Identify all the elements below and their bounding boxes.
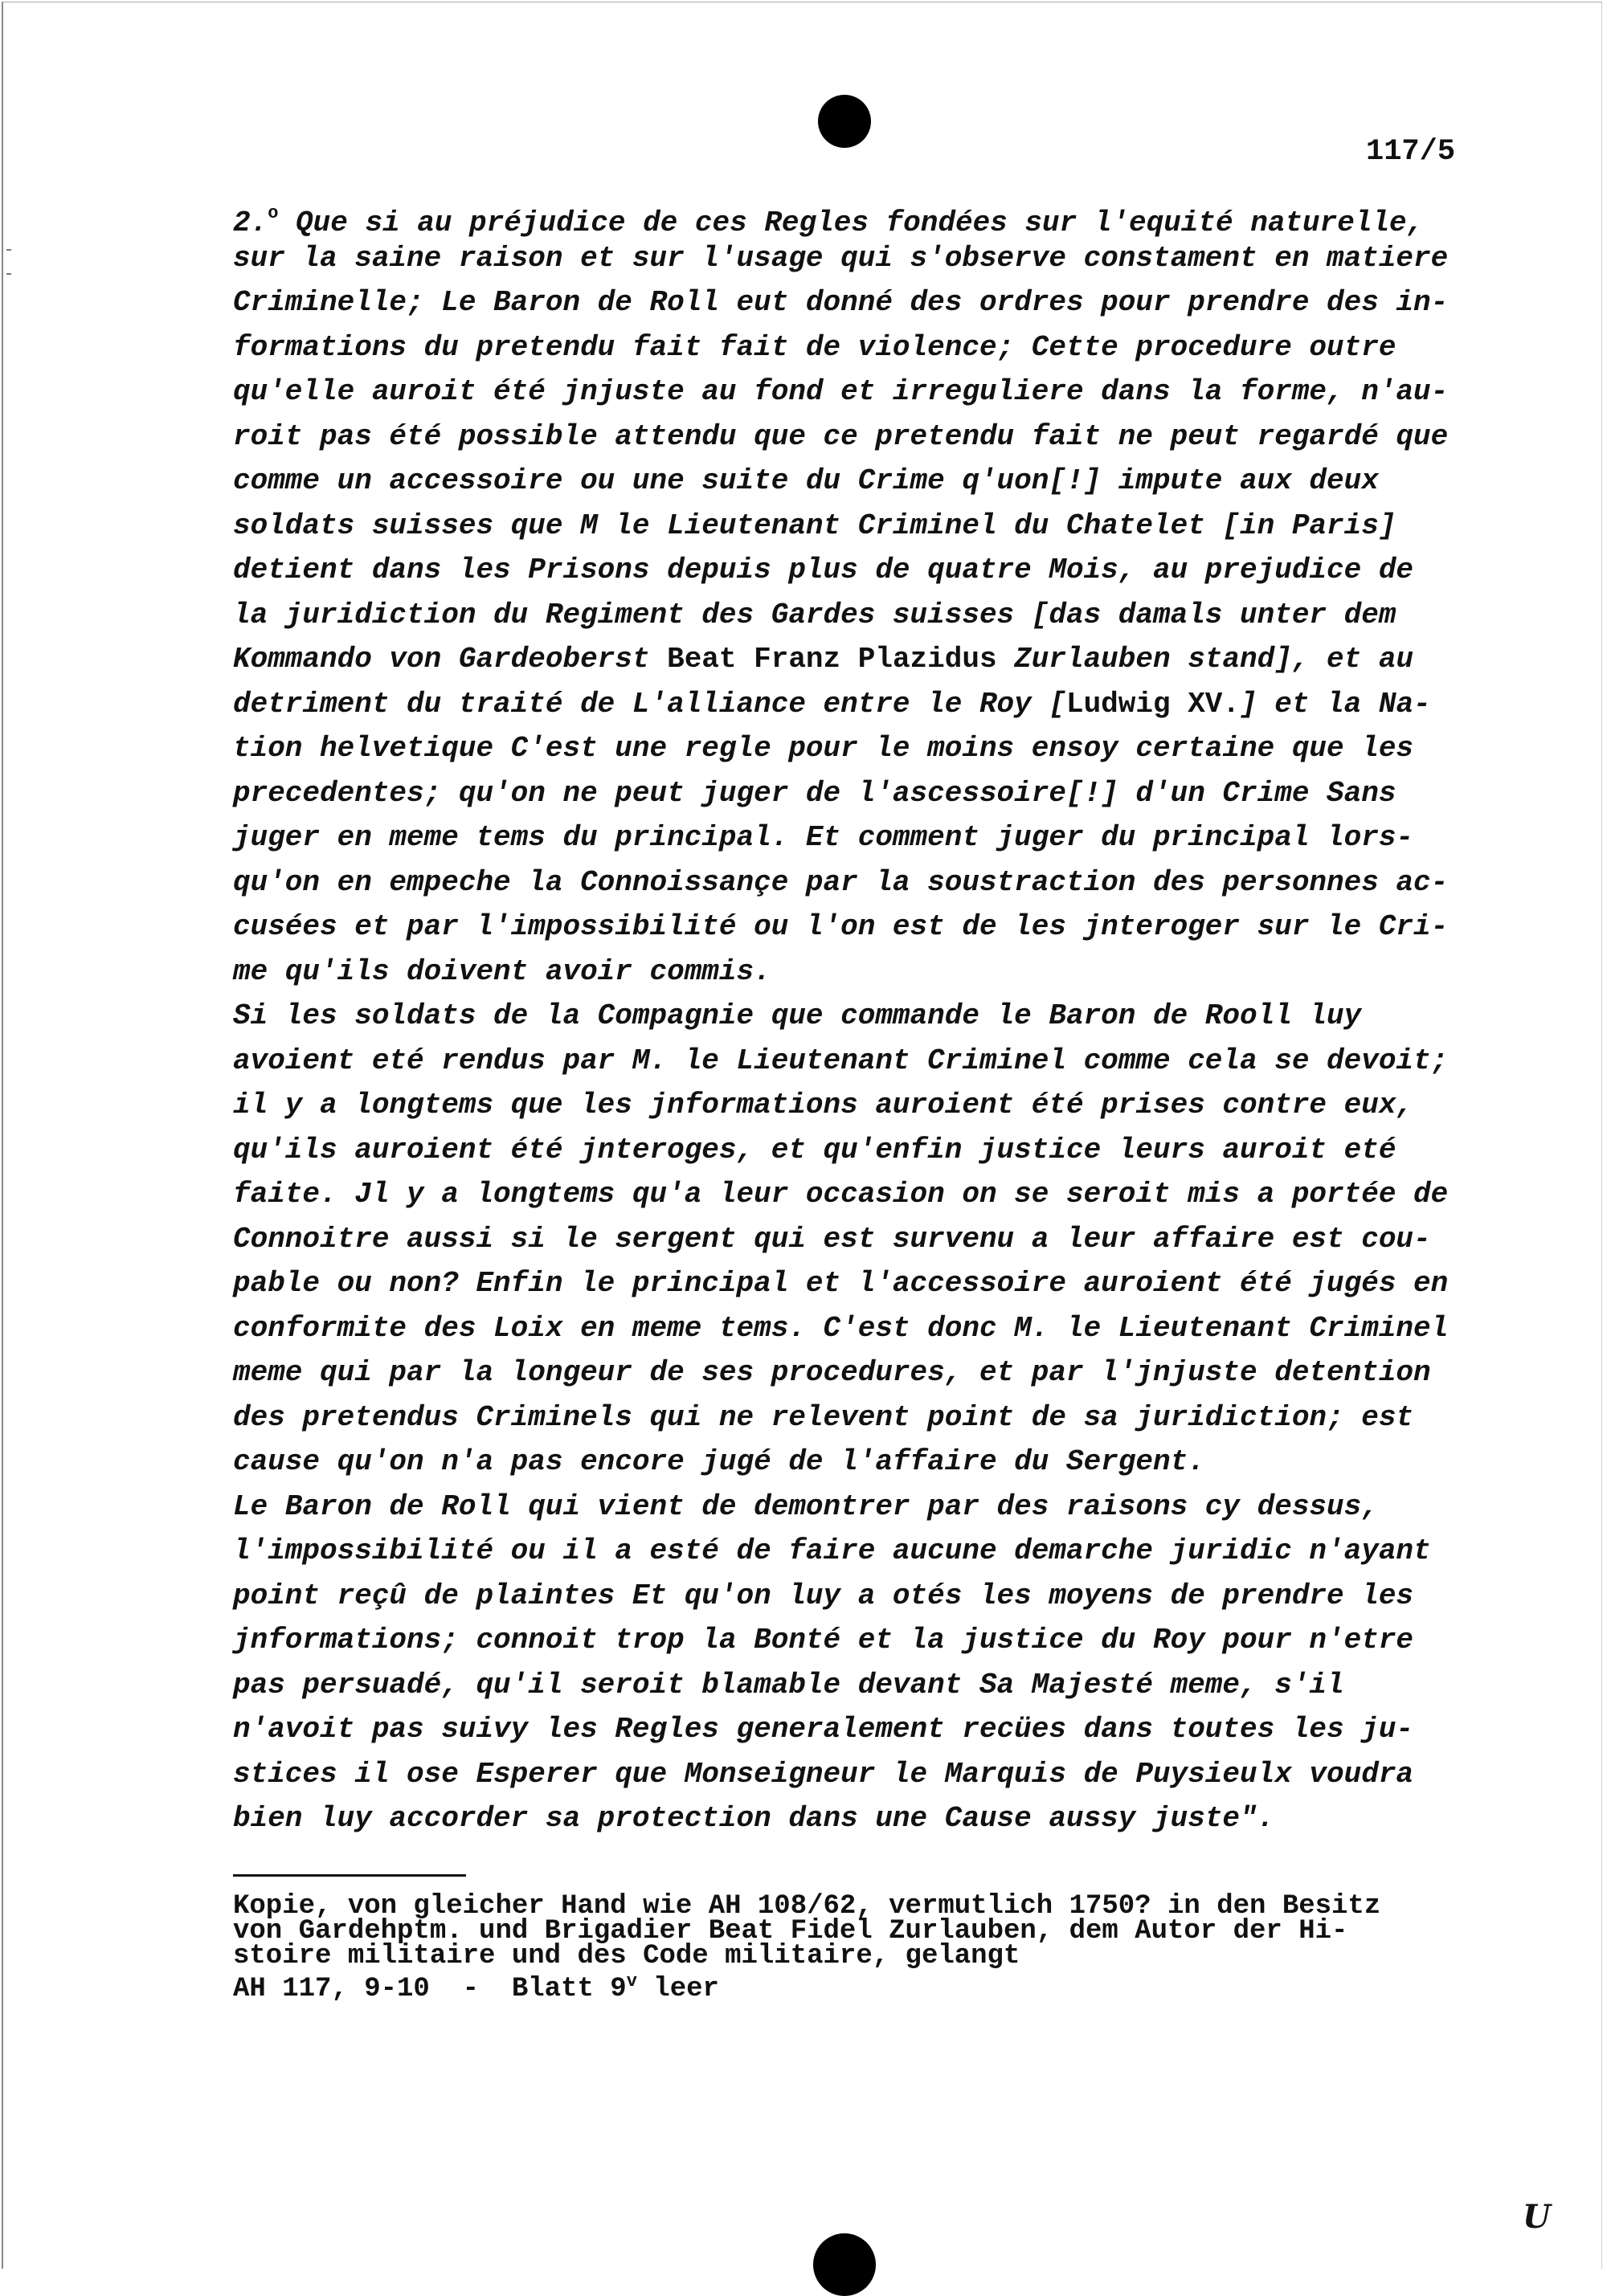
text-line: il y a longtems que les jnformations auroient été prises contre eux, xyxy=(233,1089,1414,1121)
text-line: bien luy accorder sa protection dans une Cause aussy juste". xyxy=(233,1802,1275,1835)
text-line: detriment du traité de L'alliance entre le Roy [Ludwig XV.] et la Na- xyxy=(233,687,1431,721)
text-line: sur la saine raison et sur l'usage qui s'observe constament en matiere xyxy=(233,241,1449,275)
footnote-divider xyxy=(233,1874,466,1877)
text-line: comme un accessoire ou une suite du Crime q'uon[!] impute aux deux xyxy=(233,464,1379,497)
text-line: pable ou non? Enfin le principal et l'accessoire auroient été jugés en xyxy=(233,1267,1449,1300)
text-line: cusées et par l'impossibilité ou l'on est de les jnteroger sur le Cri- xyxy=(233,910,1449,943)
page-number: 117/5 xyxy=(1366,135,1456,169)
footnote-line: von Gardehptm. und Brigadier Beat Fidel Zurlauben, dem Autor der Hi- xyxy=(233,1916,1348,1947)
text-line: avoient eté rendus par M. le Lieutenant Criminel comme cela se devoit; xyxy=(233,1044,1449,1077)
text-line: n'avoit pas suivy les Regles generalement recües dans toutes les ju- xyxy=(233,1713,1414,1746)
text-line: 2.$^o$ Que si au préjudice de ces Regles fondées sur l'equité naturelle, xyxy=(233,203,1425,239)
text-line: stices il ose Esperer que Monseigneur le Marquis de Puysieulx voudra xyxy=(233,1757,1414,1791)
text-line: me qu'ils doivent avoir commis. xyxy=(233,954,771,988)
text-line: roit pas été possible attendu que ce pretendu fait ne peut regardé que xyxy=(233,419,1449,453)
text-line: formations du pretendu fait fait de violence; Cette procedure outre xyxy=(233,330,1396,364)
text-line: Kommando von Gardeoberst Beat Franz Plazidus Zurlauben stand], et au xyxy=(233,643,1414,676)
person-name: Beat Franz Plazidus xyxy=(667,643,997,676)
text-line: soldats suisses que M le Lieutenant Criminel du Chatelet [in Paris] xyxy=(233,509,1396,542)
footnote-line: AH 117, 9-10 - Blatt 9$^v$ leer xyxy=(233,1971,719,2004)
text-line: point reçû de plaintes Et qu'on luy a otés les moyens de prendre les xyxy=(233,1579,1414,1612)
footnote xyxy=(233,1891,1486,2004)
scan-mark xyxy=(6,249,11,251)
text-line: qu'ils auroient été jnteroges, et qu'enfin justice leurs auroit eté xyxy=(233,1133,1396,1166)
text-line: precedentes; qu'on ne peut juger de l'ascessoire[!] d'un Crime Sans xyxy=(233,776,1396,810)
text-line: pas persuadé, qu'il seroit blamable devant Sa Majesté meme, s'il xyxy=(233,1668,1344,1702)
person-name: Beat Fidel xyxy=(708,1916,873,1947)
punch-hole xyxy=(818,95,871,148)
text-line: Criminelle; Le Baron de Roll eut donné des ordres pour prendre des in- xyxy=(233,286,1449,319)
punch-hole xyxy=(813,2233,876,2296)
text-line: detient dans les Prisons depuis plus de quatre Mois, au prejudice de xyxy=(233,554,1414,586)
text-line: l'impossibilité ou il a esté de faire aucune demarche juridic n'ayant xyxy=(233,1534,1431,1567)
text-line: qu'elle auroit été jnjuste au fond et irreguliere dans la forme, n'au- xyxy=(233,375,1449,408)
scan-mark xyxy=(6,273,11,275)
text-line: tion helvetique C'est une regle pour le moins ensoy certaine que les xyxy=(233,732,1414,765)
text-line: Connoitre aussi si le sergent qui est survenu a leur affaire est cou- xyxy=(233,1222,1431,1256)
text-line: juger en meme tems du principal. Et comment juger du principal lors- xyxy=(233,821,1414,854)
footnote-line: Kopie, von gleicher Hand wie AH 108/62, vermutlich 1750? in den Besitz xyxy=(233,1891,1381,1922)
text-line: qu'on en empeche la Connoissançe par la soustraction des personnes ac- xyxy=(233,865,1449,899)
document-body xyxy=(233,191,1470,1841)
text-line: jnformations; connoit trop la Bonté et la justice du Roy pour n'etre xyxy=(233,1624,1414,1657)
text-line: faite. Jl y a longtems qu'a leur occasion on se seroit mis a portée de xyxy=(233,1178,1449,1211)
text-line: conformite des Loix en meme tems. C'est donc M. le Lieutenant Criminel xyxy=(233,1311,1449,1345)
handwritten-initials: U xyxy=(1523,2198,1551,2236)
text-line: Si les soldats de la Compagnie que commande le Baron de Rooll luy xyxy=(233,999,1362,1032)
footnote-line: stoire militaire und des Code militaire, gelangt xyxy=(233,1941,1020,1971)
text-line: meme qui par la longeur de ses procedures, et par l'jnjuste detention xyxy=(233,1356,1431,1389)
text-line: Le Baron de Roll qui vient de demontrer par des raisons cy dessus, xyxy=(233,1489,1379,1523)
text-line: la juridiction du Regiment des Gardes suisses [das damals unter dem xyxy=(233,598,1396,631)
text-line: cause qu'on n'a pas encore jugé de l'affaire du Sergent. xyxy=(233,1445,1205,1478)
text-line: des pretendus Criminels qui ne relevent point de sa juridiction; est xyxy=(233,1400,1414,1434)
person-name: Ludwig XV. xyxy=(1065,687,1241,721)
